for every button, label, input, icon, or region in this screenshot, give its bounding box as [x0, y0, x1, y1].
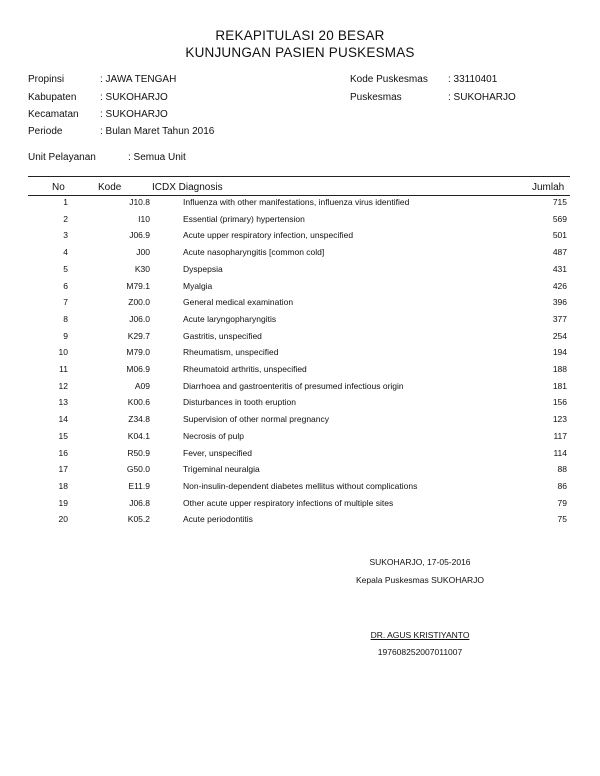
row-kode: I10 [138, 213, 150, 224]
row-no: 16 [58, 447, 68, 458]
row-diagnosis: Trigeminal neuralgia [183, 464, 260, 475]
row-diagnosis: Dyspepsia [183, 263, 223, 274]
row-jumlah: 194 [552, 347, 567, 358]
table-row [28, 347, 570, 364]
propinsi-value: : JAWA TENGAH [100, 74, 177, 85]
unit-pelayanan-label: Unit Pelayanan [28, 152, 96, 163]
propinsi-label: Propinsi [28, 74, 65, 85]
row-kode: Z00.0 [128, 297, 150, 308]
table-row [28, 498, 570, 515]
periode-label: Periode [28, 126, 63, 137]
row-diagnosis: Acute nasopharyngitis [common cold] [183, 247, 325, 258]
row-no: 20 [58, 514, 68, 525]
kode-puskesmas-value: : 33110401 [448, 74, 498, 85]
kode-puskesmas-label: Kode Puskesmas [350, 74, 428, 85]
row-diagnosis: Rheumatoid arthritis, unspecified [183, 364, 307, 374]
row-jumlah: 181 [552, 380, 567, 391]
row-diagnosis: Necrosis of pulp [183, 430, 244, 441]
row-diagnosis: Fever, unspecified [183, 447, 252, 458]
kabupaten-label: Kabupaten [28, 92, 77, 103]
row-diagnosis: Acute laryngopharyngitis [183, 313, 277, 324]
table-row [28, 281, 570, 298]
table-row [28, 464, 570, 481]
row-kode: J06.0 [129, 313, 150, 324]
row-jumlah: 188 [552, 364, 567, 374]
col-header-kode: Kode [98, 182, 122, 193]
puskesmas-label: Puskesmas [350, 92, 402, 103]
kecamatan-label: Kecamatan [28, 109, 79, 120]
signature-name: DR. AGUS KRISTIYANTO [370, 630, 470, 640]
row-no: 13 [58, 397, 68, 408]
row-no: 8 [63, 313, 68, 324]
signature-place-date: SUKOHARJO, 17-05-2016 [369, 557, 471, 567]
row-jumlah: 156 [552, 397, 567, 408]
row-jumlah: 88 [557, 464, 567, 475]
row-jumlah: 569 [552, 213, 567, 224]
table-row [28, 414, 570, 431]
row-kode: M79.1 [126, 280, 150, 291]
table-row [28, 481, 570, 498]
row-diagnosis: Gastritis, unspecified [183, 330, 262, 341]
row-no: 17 [58, 464, 68, 475]
table-row [28, 314, 570, 331]
table-row [28, 264, 570, 281]
row-jumlah: 114 [553, 447, 567, 458]
report-title-line2: KUNJUNGAN PASIEN PUSKESMAS [185, 45, 415, 60]
kabupaten-value: : SUKOHARJO [100, 92, 168, 103]
col-header-icdx: ICDX Diagnosis [152, 182, 223, 193]
row-jumlah: 715 [552, 197, 567, 207]
row-jumlah: 86 [557, 480, 567, 491]
row-kode: J10.8 [129, 197, 150, 207]
table-header-rule [28, 195, 570, 196]
row-jumlah: 377 [552, 313, 567, 324]
row-jumlah: 254 [552, 330, 567, 341]
table-row [28, 197, 570, 214]
row-kode: Z34.8 [128, 414, 150, 425]
table-row [28, 247, 570, 264]
row-diagnosis: Non-insulin-dependent diabetes mellitus without complications [183, 480, 418, 491]
row-diagnosis: Other acute upper respiratory infections of multiple sites [183, 497, 394, 508]
col-header-jumlah: Jumlah [532, 182, 565, 193]
table-row [28, 381, 570, 398]
table-row [28, 364, 570, 381]
table-row [28, 297, 570, 314]
row-kode: R50.9 [127, 447, 150, 458]
row-no: 4 [63, 247, 68, 258]
row-no: 11 [59, 364, 68, 374]
row-no: 9 [63, 330, 68, 341]
row-kode: G50.0 [126, 464, 150, 475]
row-diagnosis: Essential (primary) hypertension [183, 213, 305, 224]
signature-nip: 197608252007011007 [377, 647, 463, 657]
row-kode: K05.2 [127, 514, 150, 525]
row-jumlah: 117 [553, 430, 567, 441]
report-title-line1: REKAPITULASI 20 BESAR [215, 28, 385, 43]
row-jumlah: 431 [552, 263, 567, 274]
row-diagnosis: Rheumatism, unspecified [183, 347, 279, 358]
table-row [28, 331, 570, 348]
row-diagnosis: Diarrhoea and gastroenteritis of presumed infectious origin [183, 380, 404, 391]
unit-pelayanan-value: : Semua Unit [128, 152, 186, 163]
row-diagnosis: General medical examination [183, 297, 294, 308]
signature-position: Kepala Puskesmas SUKOHARJO [355, 575, 485, 585]
row-no: 1 [63, 197, 68, 207]
table-row [28, 397, 570, 414]
row-jumlah: 75 [557, 514, 567, 525]
row-kode: K29.7 [127, 330, 150, 341]
row-jumlah: 79 [557, 497, 567, 508]
row-diagnosis: Myalgia [183, 280, 213, 291]
row-diagnosis: Supervision of other normal pregnancy [183, 414, 329, 425]
row-no: 7 [63, 297, 68, 308]
row-kode: J00 [136, 247, 150, 258]
row-diagnosis: Acute periodontitis [183, 514, 253, 525]
table-top-rule [28, 176, 570, 177]
table-row [28, 230, 570, 247]
row-jumlah: 396 [552, 297, 567, 308]
puskesmas-value: : SUKOHARJO [448, 92, 516, 103]
row-jumlah: 123 [552, 414, 567, 425]
table-row [28, 448, 570, 465]
row-no: 3 [63, 230, 68, 241]
row-jumlah: 501 [552, 230, 567, 241]
row-no: 15 [58, 430, 68, 441]
row-kode: J06.9 [129, 230, 150, 241]
table-row [28, 214, 570, 231]
col-header-no: No [52, 182, 65, 193]
row-kode: K30 [134, 263, 150, 274]
row-jumlah: 487 [552, 247, 567, 258]
row-no: 6 [63, 280, 68, 291]
row-diagnosis: Influenza with other manifestations, influenza virus identified [183, 197, 410, 207]
row-no: 19 [58, 497, 68, 508]
row-no: 2 [63, 213, 68, 224]
row-kode: E11.9 [128, 480, 150, 491]
row-kode: A09 [134, 380, 150, 391]
row-diagnosis: Disturbances in tooth eruption [183, 397, 296, 408]
row-no: 18 [58, 480, 68, 491]
kecamatan-value: : SUKOHARJO [100, 109, 168, 120]
row-kode: J06.8 [129, 497, 150, 508]
row-no: 12 [58, 380, 68, 391]
row-no: 10 [58, 347, 68, 358]
table-row [28, 514, 570, 531]
row-kode: K04.1 [127, 430, 150, 441]
row-diagnosis: Acute upper respiratory infection, unspecified [183, 230, 354, 241]
row-jumlah: 426 [552, 280, 567, 291]
row-kode: K00.6 [127, 397, 150, 408]
periode-value: : Bulan Maret Tahun 2016 [100, 126, 215, 137]
row-no: 5 [63, 263, 68, 274]
row-no: 14 [58, 414, 68, 425]
row-kode: M06.9 [126, 364, 150, 374]
row-kode: M79.0 [126, 347, 150, 358]
table-row [28, 431, 570, 448]
